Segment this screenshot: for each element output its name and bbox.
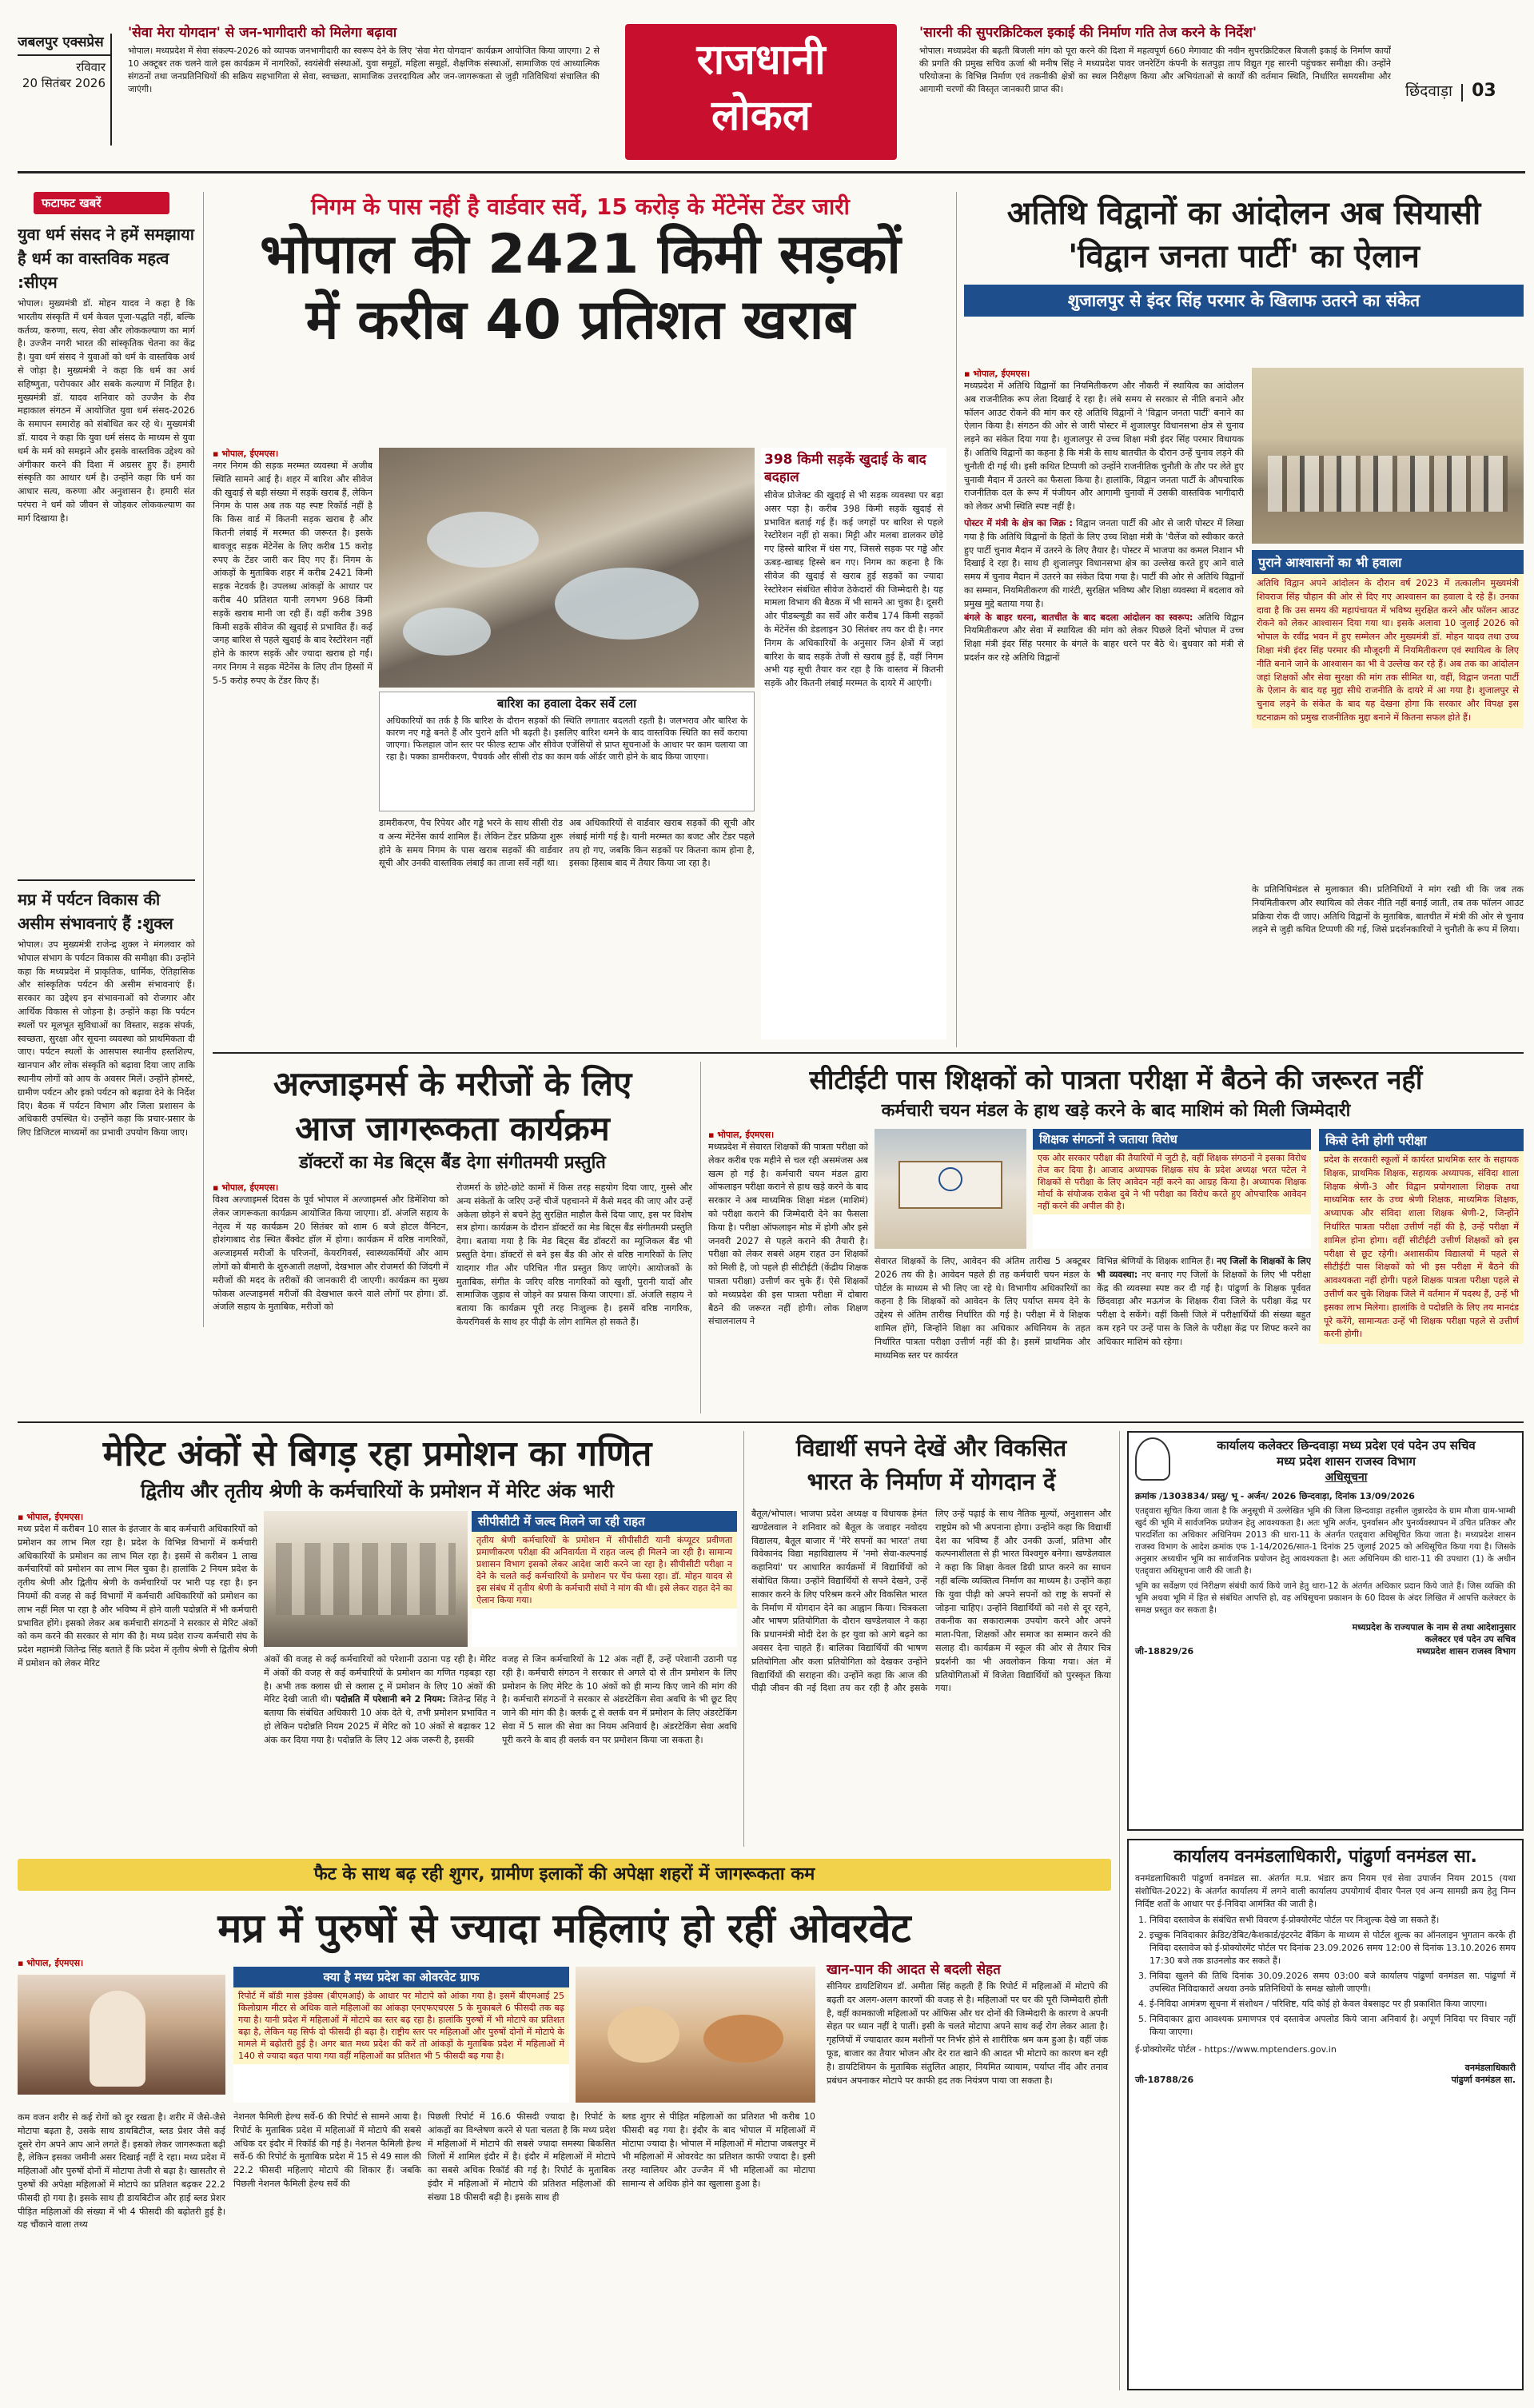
- ad2-sign2: पांढुर्णा वनमंडल सा.: [1451, 2075, 1516, 2085]
- alz-headline-2: आज जागरूकता कार्यक्रम: [295, 1109, 610, 1148]
- ctet-col1-text: मध्यप्रदेश में सेवारत शिक्षकों की पात्रता परीक्षा को लेकर करीब एक महीने से चल रही असमंजस अब खत्म हो गई है। कर्मचारी चयन मंडल द्वारा ऑफलाइन परीक्षा कराने से हाथ खड़े करने के बाद सरकार ने अब माध्यमिक शिक्षा मंडल (माशिमं) को परीक्षा कराने की जिम्मेदारी देने का फैसला किया है। परीक्षा ऑफलाइन मोड में होगी और इसे जनवरी 2027 से पहले कराने की तैयारी है। परीक्षा को लेकर सबसे अहम राहत उन शिक्षकों को मिली है, जो पहले ही सीटीईटी (केंद्रीय शिक्षक पात्रता परीक्षा) उत्तीर्ण कर चुके हैं। ऐसे शिक्षकों को मध्यप्रदेश की इस पात्रता परीक्षा में दोबारा बैठने की जरूरत नहीं होगी। लोक शिक्षण संचालनालय ने: [708, 1142, 868, 1327]
- guest-headline-1: अतिथि विद्वानों का आंदोलन अब सियासी: [1006, 195, 1481, 232]
- ad2-item: 2. इच्छुक निविदाकार क्रेडिट/डेबिट/कैशकार्ड/इंटरनेट बैंकिंग के माध्यम से पोर्टल शुल्क का ऑनलाइन भुगतान करके ही निविदा दस्तावेज को ई-प्रोक्योरमेंट पोर्टल पर दिनांक 23.09.2026 समय 12:00 से दिनांक 13.10.2026 समय 17:30 बजे तक डाउनलोड कर सकते हैं।: [1150, 1929, 1516, 1967]
- obesity-box-title: क्या है मध्य प्रदेश का ओवरवेट ग्राफ: [233, 1967, 569, 1987]
- obesity-col1-text: कम वजन शरीर से कई रोगों को दूर रखता है। शरीर में जैसे-जैसे मोटापा बढ़ता है, उसके साथ डायबिटीज, ब्लड प्रेशर जैसे कई दूसरे रोग अपने आप आने लगते हैं। इसको लेकर जागरूकता बढ़ी है, लेकिन इसका जमीनी असर दिखाई नहीं दे रहा। मध्य प्रदेश में महिलाओं और पुरुषों दोनों में मोटापा तेजी से बढ़ा है। खासतौर से पुरुषों की अपेक्षा महिलाओं में मोटापे का प्रतिशत बढ़कर 22.2 फीसदी हो गया है। इसके साथ ही डायबिटीज और हाई ब्लड प्रेशर पीड़ित महिलाओं की संख्या में भी 4 फीसदी की बढ़ोतरी हुई है। यह चौंकाने वाला तथ्य: [18, 2112, 225, 2231]
- page-number: 03: [1472, 81, 1496, 101]
- paper-name: जबलपुर एक्सप्रेस: [18, 34, 104, 50]
- ad1-type: अधिसूचना: [1325, 1471, 1368, 1484]
- obesity-box-text: रिपोर्ट में बॉडी मास इंडेक्स (बीएमआई) के आधार पर मोटापे को आंका गया है। इसमें बीएमआई 25 किलोग्राम मीटर से अधिक वाले महिलाओं का आंकड़ा एनएफएचएस 5 के मुकाबले 6 फीसदी तक बढ़ गया है। यानी प्रदेश में महिलाओं में मोटापे का स्तर बढ़ रहा है। हालांकि पुरुषों में भी मोटापे का प्रतिशत बढ़ा है, लेकिन यह सिर्फ दो फीसदी ही बढ़ा है। राष्ट्रीय स्तर पर महिलाओं और पुरुषों दोनों में मोटापे के मामले में बढ़ोतरी हुई है। अगर बात मध्य प्रदेश की करें तो आंकड़ों के मुताबिक प्रदेश में महिलाओं में 140 से ज्यादा बढ़त पाया गया वहीं महिलाओं का प्रतिशत भी 5 फीसदी बढ़ गया है।: [233, 1987, 569, 2064]
- section-title-line1: राजधानी: [696, 36, 826, 84]
- ctet-col2: [875, 1255, 1090, 1413]
- ctet-sub: नए जिलों के शिक्षकों के लिए भी व्यवस्था:: [1097, 1256, 1311, 1280]
- left-brief: [128, 24, 600, 144]
- roads-headline-1: भोपाल की 2421 किमी सड़कों: [260, 223, 901, 286]
- students-story: [751, 1431, 1111, 1847]
- right-brief: [919, 24, 1391, 144]
- right-brief-text: भोपाल। मध्यप्रदेश की बढ़ती बिजली मांग को पूरा करने की दिशा में महत्वपूर्ण 660 मेगावाट की नवीन सुपरक्रिटिकल बिजली इकाई के निर्माण कार्यों की प्रगति की प्रमुख सचिव ऊर्जा श्री मनीष सिंह ने मध्यप्रदेश पावर जनरेटिंग कंपनी के सतपुड़ा ताप विद्युत गृह सारनी पहुंचकर समीक्षा की। उन्होंने परियोजना के विभिन्न निर्माण एवं तकनीकी क्षेत्रों का स्थल निरीक्षण किया और अभियंताओं से कार्यों की वर्तमान स्थिति, निर्धारित समयसीमा और आगामी चरणों की विस्तृत जानकारी प्राप्त की।: [919, 46, 1391, 94]
- guest-box-title: पुराने आश्वासनों का भी हवाला: [1252, 550, 1524, 574]
- ctet-side-title: किसे देनी होगी परीक्षा: [1319, 1129, 1524, 1151]
- merit-col3-text: वजह से जिन कर्मचारियों के 12 अंक नहीं हैं, उन्हें परेशानी उठानी पड़ रही है। कर्मचारी संगठन ने सरकार से अगले दो से तीन प्रमोशन के लिए प्रमोशन के लिए मेरिट के 10 अंकों को ही मान्य किए जाने की मांग की है। कर्मचारी संगठनों ने सरकार से अंडरटेकिंग सेवा अवधि के भी छूट दिए जाने की मांग की है। क्लर्क टू से क्लर्क वन में प्रमोशन के लिए अंडरटेकिंग सेवा में 5 साल की सेवा का नियम अनिवार्य है। अंडरटेकिंग सेवा अवधि पूरी करने के बाद ही क्लर्क वन पर प्रमोशन किया जा सकता है।: [502, 1654, 737, 1745]
- merit-photo-text: तृतीय श्रेणी कर्मचारियों के प्रमोशन में सीपीसीटी यानी कंप्यूटर प्रवीणता प्रमाणीकरण परीक्षा की अनिवार्यता में राहत जल्द ही मिलने जा रही है। सामान्य प्रशासन विभाग इसको लेकर आदेश जारी करने जा रहा है। सीपीसीटी परीक्षा न देने के चलते कई कर्मचारियों के प्रमोशन पर पेंच फंसा रहा। डॉ. मोहन यादव से इस संबंध में तृतीय श्रेणी के कर्मचारी संघों ने मांग की थी। इसे लेकर राहत देने का ऐलान किया गया।: [472, 1532, 737, 1609]
- fat-strip: [18, 1859, 1111, 1891]
- guest-kicker: शुजालपुर से इंदर सिंह परमार के खिलाफ उतरने का संकेत: [964, 285, 1524, 317]
- ctet-col2-text: सेवारत शिक्षकों के लिए, आवेदन की अंतिम तारीख 5 अक्टूबर 2026 तय की है। आवेदन पहले ही तह कर्मचारी चयन मंडल के पोर्टल के माध्यम से भी लिए जा रहे थे। विभागीय अधिकारियों का कहना है कि शिक्षकों को आवेदन के लिए पर्याप्त समय देने के उद्देश्य से अंतिम तारीख निर्धारित की गई है। परीक्षा में वे शिक्षक शामिल होंगे, जिन्होंने शिक्षा का अधिकार अधिनियम के तहत निर्धारित पात्रता परीक्षा उत्तीर्ण नहीं की है। इसमें प्राथमिक और माध्यमिक स्तर पर कार्यरत: [875, 1256, 1090, 1361]
- ctet-col3-text: विभिन्न श्रेणियों के शिक्षक शामिल हैं।: [1097, 1256, 1214, 1266]
- ctet-notice-title: शिक्षक संगठनों ने जताया विरोध: [1033, 1129, 1311, 1150]
- section-title-line2: लोकल: [711, 92, 811, 140]
- rule-mid: [18, 1421, 1524, 1423]
- ad1-body: एतद्द्वारा सूचित किया जाता है कि अनुसूची में उल्लेखित भूमि की जिला छिन्दवाड़ा तहसील जुन्नारदेव के ग्राम मौजा ग्राम-भाम्बी खुर्द की भूमि में सार्वजनिक प्रयोजन हेतु आवश्यकता है। अतः भूमि अर्जन, पुनर्वासन और पुनर्व्यवस्थापन में उचित प्रतिकर और पारदर्शिता का अधिकार अधिनियम 2013 की धारा-11 के अंतर्गत एतद्द्वारा अधिसूचित किया जाता है। मध्यप्रदेश शासन राजस्व विभाग के आदेश क्रमांक एफ 1-14/2026/सात-1 दिनांक 25 जुलाई 2025 को अधिसूचित किया गया है। जिसके अनुसार अध्यधीन भूमि का सार्वजनिक प्रयोजन हेतु आवश्यकता है। अतः अधिनियम की धारा-11 की उपधारा (1) के अधीन एतद्द्वारा अधिसूचना जारी की जाती है।: [1135, 1506, 1516, 1576]
- issue-date: 20 सितंबर 2026: [22, 76, 106, 90]
- ctet-notice-box: [1033, 1129, 1311, 1249]
- ctet-side-text: प्रदेश के सरकारी स्कूलों में कार्यरत प्राथमिक स्तर के सहायक शिक्षक, प्राथमिक शिक्षक, सहायक अध्यापक, संविदा शाला शिक्षक श्रेणी-3 और विद्वान प्रयोगशाला शिक्षक तथा माध्यमिक स्तर के उच्च श्रेणी शिक्षक, माध्यमिक शिक्षक, अध्यापक और संविदा शाला शिक्षक श्रेणी-2, जिन्होंने निर्धारित पात्रता परीक्षा उत्तीर्ण नहीं की है, उन्हें परीक्षा में शामिल होना होगा। वहीं सीटीईटी उत्तीर्ण शिक्षकों को इस परीक्षा से छूट रहेगी। अशासकीय विद्यालयों में पहले से सीटीईटी पास शिक्षकों को भी इस परीक्षा में बैठने की आवश्यकता नहीं होगी। पहले शिक्षक पात्रता परीक्षा पहले से उत्तीर्ण कर चुके शिक्षक जिले में वर्तमान में पदस्थ हैं, उन्हें भी इसका लाभ मिलेगा। हालांकि वे पदोन्नति के लिए तय मानदंड पूरे करेंगे, सामान्यतः उन्हें भी शिक्षक परीक्षा पहले से उत्तीर्ण करनी होगी।: [1319, 1151, 1524, 1344]
- ad1-footer: मध्यप्रदेश के राज्यपाल के नाम से तथा आदेशानुसार: [1352, 1622, 1516, 1633]
- ctet-kicker: कर्मचारी चयन मंडल के हाथ खड़े करने के बाद माशिमं को मिली जिम्मेदारी: [881, 1101, 1351, 1121]
- ad2-items: [1135, 1914, 1516, 2039]
- obesity-col2: [233, 2111, 421, 2390]
- ad2-item: 5. निविदाकार द्वारा आवश्यक प्रमाणपत्र एवं दस्तावेज अपलोड किये जाना अनिवार्य है। अपूर्ण निविदा पर विचार नहीं किया जाएगा।: [1150, 2013, 1516, 2039]
- merit-col2-text: अंकों की वजह से कई कर्मचारियों को परेशानी उठाना पड़ रही है। मेरिट में अंकों की वजह से कई कर्मचारियों के प्रमोशन का गणित गड़बड़ा रहा है। अभी तक क्लास थ्री से क्लास टू में प्रमोशन के लिए 10 अंकों की मेरिट देखी जाती थी।: [264, 1654, 496, 1705]
- roads-kicker: निगम के पास नहीं है वार्डवार सर्वे, 15 करोड़ के मेंटेनेंस टेंडर जारी: [311, 193, 850, 220]
- students-headline-1: विद्यार्थी सपने देखें और विकसित: [795, 1434, 1067, 1461]
- ctet-photo: [875, 1129, 1026, 1249]
- obesity-col4: [622, 2111, 815, 2390]
- city-name: छिंदवाड़ा: [1405, 82, 1452, 100]
- masthead-rule: [18, 171, 1525, 173]
- guest-col2-text: के प्रतिनिधिमंडल से मुलाकात की। प्रतिनिधियों ने मांग रखी थी कि जब तक नियमितीकरण और स्थायित्व को लेकर नीति नहीं बनाई जाती, तब तक फॉलन आउट प्रक्रिया रोक दी जाए। अतिथि विद्वानों के मुताबिक, बातचीत में मंत्री की ओर से चुनाव लड़ने से जुड़ी कथित टिप्पणी की गई, जिसे प्रदर्शनकारियों ने चुनौती के रूप में लिया।: [1252, 884, 1524, 935]
- roads-side-box: [761, 448, 946, 1039]
- page-city-box: [1405, 80, 1525, 112]
- alz-headline-1: अल्जाइमर्स के मरीजों के लिए: [273, 1064, 632, 1103]
- students-headline-2: भारत के निर्माण में योगदान दें: [807, 1468, 1056, 1495]
- paper-brand-box: [18, 34, 112, 146]
- merit-col2: [264, 1653, 496, 1847]
- ad-forest: [1127, 1839, 1524, 2390]
- obesity-box2-title: खान-पान की आदत से बदली सेहत: [827, 1962, 1001, 1978]
- ad2-office: कार्यालय वनमंडलाधिकारी, पांढुर्णा वनमंडल सा.: [1173, 1847, 1477, 1867]
- roads-dateline: ▪ भोपाल, ईएमएस।: [213, 448, 373, 460]
- ctet-dateline: ▪ भोपाल, ईएमएस।: [708, 1129, 868, 1141]
- ctet-side-box: [1319, 1129, 1524, 1413]
- obesity-headline: मप्र में पुरुषों से ज्यादा महिलाएं हो रहीं ओवरवेट: [217, 1905, 911, 1952]
- roads-col3: [569, 817, 755, 1041]
- emblem-icon: [1135, 1437, 1170, 1481]
- col-divider-1: [203, 192, 204, 1327]
- roads-caption-box: [379, 692, 755, 811]
- ctet-col1: [708, 1129, 868, 1413]
- obesity-photo-2: [576, 1967, 815, 2103]
- ad1-gov: मध्य प्रदेश शासन राजस्व विभाग: [1277, 1454, 1416, 1469]
- students-text: बैतूल/भोपाल। भाजपा प्रदेश अध्यक्ष व विधायक हेमंत खण्डेलवाल ने शनिवार को बैतूल के जवाहर नवोदय विद्यालय, बैतूल बाजार में 'मेरे सपनों का भारत' तथा विवेकानंद विद्या महाविद्यालय में 'नमो सेवा-कल्पनाई कहानियां' पर आधारित कार्यक्रमों में विद्यार्थियों को संबोधित किया। उन्होंने विद्यार्थियों से सपने देखने, उन्हें साकार करने के लिए परिश्रम करने और विकसित भारत के निर्माण में योगदान देने का आह्वान किया। चित्रकला और भाषण प्रतियोगिता के दौरान खण्डेलवाल ने कहा कि प्रधानमंत्री मोदी देश के हर युवा को आगे बढ़ने का अवसर देना चाहते हैं। बालिका विद्यार्थियों की भाषण प्रतियोगिता और कला प्रतियोगिता को देखकर उन्होंने विद्यार्थियों की सराहना की। उन्होंने कहा कि आज की पीढ़ी जीवन की नई दिशा तय कर रही है और इसके लिए उन्हें पढ़ाई के साथ नैतिक मूल्यों, अनुशासन और राष्ट्रप्रेम को भी अपनाना होगा। उन्होंने कहा कि विद्यार्थी देश का भविष्य हैं और उनकी ऊर्जा, प्रतिभा और कल्पनाशीलता से ही भारत विश्वगुरु बनेगा। खण्डेलवाल ने कहा कि शिक्षा केवल डिग्री प्राप्त करने का साधन नहीं बल्कि व्यक्तित्व निर्माण का माध्यम है। उन्होंने कहा कि युवा पीढ़ी को अपने सपनों को राष्ट्र के सपनों से जोड़ना चाहिए। उन्होंने विद्यार्थियों को नशे से दूर रहने, तकनीक का सकारात्मक उपयोग करने और अपने माता-पिता, शिक्षकों और समाज का सम्मान करने की सलाह दी। कार्यक्रम में स्कूल की ओर से तैयार चित्र प्रदर्शनी का भी अवलोकन किया गया। अंत में प्रतियोगिताओं में विजेता विद्यार्थियों को पुरस्कृत किया गया।: [751, 1509, 1111, 1694]
- masthead: [0, 0, 1534, 164]
- merit-headline-2: द्वितीय और तृतीय श्रेणी के कर्मचारियों के प्रमोशन में मेरिट अंक भारी: [140, 1480, 615, 1502]
- ctet-notice-text: एक ओर सरकार परीक्षा की तैयारियों में जुटी है, वहीं शिक्षक संगठनों ने इसका विरोध तेज कर दिया है। आजाद अध्यापक शिक्षक संघ के प्रदेश अध्यक्ष भरत पटेल ने शिक्षकों से परीक्षा के लिए आवेदन नहीं करने का आग्रह किया है। अध्यापक शिक्षक मोर्चा के संयोजक राकेश दुबे ने भी परीक्षा का विरोध करते हुए ओपचारिक आवेदन नहीं करने की अपील की है।: [1033, 1150, 1311, 1214]
- section-box: [625, 24, 897, 160]
- merit-col3: [502, 1653, 737, 1847]
- roads-col2-text: डामरीकरण, पैच रिपेयर और गड्ढे भरने के साथ सीसी रोड व अन्य मेंटेनेंस कार्य शामिल हैं। लेकिन टेंडर प्रक्रिया शुरू होने के समय निगम के पास खराब सड़कों की वार्डवार सूची और उनकी वास्तविक लंबाई का ताजा सर्वे नहीं था।: [379, 818, 563, 869]
- roads-side-title: 398 किमी सड़कें खुदाई के बाद बदहाल: [764, 452, 926, 485]
- obesity-box: [233, 1967, 569, 2103]
- guest-box: [1252, 550, 1524, 870]
- roads-col1: [213, 448, 373, 1039]
- ad1-sign2: मध्यप्रदेश शासन राजस्व विभाग: [1416, 1646, 1516, 1656]
- merit-dateline: ▪ भोपाल, ईएमएस।: [18, 1511, 257, 1523]
- ad2-item: 3. निविदा खुलने की तिथि दिनांक 30.09.2026 समय 03:00 बजे कार्यालय पांढुर्णा वनमंडल सा. पांढुर्णा में उपस्थित निविदाकारों अथवा उनके प्रतिनिधियों के समक्ष खोली जाएगी।: [1150, 1970, 1516, 1995]
- guest-col1b-text: विद्वान जनता पार्टी की ओर से जारी पोस्टर में लिखा गया है कि अतिथि विद्वानों के हितों के लिए उच्च शिक्षा मंत्री के 'चैलेंज को स्वीकार करते हुए पार्टी चुनाव मैदान में उतरने के लिए तैयार है। पोस्टर में भाजपा का कमल निशान भी दिखाई दे रहा है। साथ ही शुजालपुर विधानसभा क्षेत्र का उल्लेख करते हुए आने वाले समय में चुनाव मैदान में उतरने का संकेत दिया गया है। पार्टी की ओर से अतिथि विद्वानों का सम्मान, नियमितीकरण की गारंटी, सुरक्षित भविष्य और शिक्षा व्यवस्था में बदलाव को प्रमुख मुद्दे बताया गया है।: [964, 517, 1244, 609]
- ad1-office: कार्यालय कलेक्टर छिन्दवाड़ा मध्य प्रदेश एवं पदेन उप सचिव: [1217, 1438, 1476, 1453]
- ad-collector: [1127, 1431, 1524, 1831]
- ad2-item: 4. ई-निविदा आमंत्रण सूचना में संशोधन / परिशिष्ट, यदि कोई हो केवल वेबसाइट पर ही प्रकाशित किया जाएगा।: [1150, 1998, 1516, 2011]
- obesity-box2-text: सीनियर डायटिशियन डॉ. अमीता सिंह कहती हैं कि रिपोर्ट में महिलाओं में मोटापे की बढ़ती दर अलग-अलग कारणों की वजह से है। महिलाओं पर घर की पूरी जिम्मेदारी होती है, वहीं कामकाजी महिलाओं पर ऑफिस और घर दोनों की जिम्मेदारी के कारण वे अपनी सेहत पर ध्यान नहीं दे पातीं। इसी के चलते मोटापा अपने साथ कई रोग लेकर आता है। गृहणियों में ज्यादातर काम मशीनों पर निर्भर होने से शारीरिक श्रम कम हुआ है। वहीं जंक फूड, बाजार का तैयार भोजन और देर रात खाने की आदत भी मोटापे का कारण बन रही है। डायटिशियन के मुताबिक संतुलित आहार, नियमित व्यायाम, पर्याप्त नींद और तनाव प्रबंधन अपनाकर मोटापे पर काफी हद तक नियंत्रण पाया जा सकता है।: [827, 1981, 1108, 2086]
- fatafat-item1-text: भोपाल। मुख्यमंत्री डॉ. मोहन यादव ने कहा है कि भारतीय संस्कृति में धर्म केवल पूजा-पद्धति नहीं, बल्कि कर्तव्य, करुणा, सत्य, सेवा और लोककल्याण का मार्ग है। उज्जैन नगरी भारत की सांस्कृतिक चेतना का केंद्र है। युवा धर्म संसद ने युवाओं को धर्म के वास्तविक अर्थ से जोड़ा है। मुख्यमंत्री ने कहा कि धर्म का अर्थ सहिष्णुता, परोपकार और सबके कल्याण में निहित है। मुख्यमंत्री डॉ. यादव शनिवार को उज्जैन के शैव महाकाल संगठन में आयोजित युवा धर्म संसद-2026 के समापन समारोह को संबोधित कर रहे थे। मुख्यमंत्री डॉ. यादव ने कहा कि युवा धर्म संसद के माध्यम से युवा धर्म के मर्म को समझने और इसके वास्तविक उद्देश्य को अंगीकार करने की दिशा में अग्रसर हुए हैं। हमारी संस्कृति का आधार धर्म है। उन्होंने कहा कि धर्म का आधार सत्य, करुणा और अनुशासन है। हमारी संत परंपरा ने धर्म को जीवन से जोड़कर लोककल्याण का मार्ग दिखाया है।: [18, 298, 195, 524]
- right-brief-title: 'सारनी की सुपरक्रिटिकल इकाई की निर्माण गति तेज करने के निर्देश': [919, 25, 1257, 41]
- guest-col1c-text: अतिथि विद्वान नियमितीकरण और सेवा में स्थायित्व की मांग को लेकर पिछले दिनों भोपाल में उच्च शिक्षा मंत्री इंदर सिंह परमार के बंगले के बाहर धरने पर बैठे थे। बुधवार को मंत्री से प्रदर्शन कर रहे अतिथि विद्वानों: [964, 612, 1244, 663]
- fatafat-item2-text: भोपाल। उप मुख्यमंत्री राजेन्द्र शुक्ल ने मंगलवार को भोपाल संभाग के पर्यटन विकास की समीक्षा की। उन्होंने कहा कि मध्यप्रदेश में प्राकृतिक, धार्मिक, ऐतिहासिक और सांस्कृतिक पर्यटन की असीम संभावनाएं हैं। सरकार का उद्देश्य इन संभावनाओं को रोजगार और आर्थिक विकास से जोड़ना है। उन्होंने कहा कि पर्यटन स्थलों पर मूलभूत सुविधाओं का विस्तार, सड़क संपर्क, स्वच्छता, सुरक्षा और सूचना व्यवस्था को प्राथमिकता दी जाए। पर्यटन स्थलों के आसपास स्थानीय हस्तशिल्प, खानपान और लोक संस्कृति को बढ़ावा दिया जाए ताकि स्थानीय लोगों को आय के अवसर मिलें। उन्होंने होमस्टे, ग्रामीण पर्यटन और इको पर्यटन को बढ़ावा देने के निर्देश दिए। बैठक में पर्यटन विभाग और जिला प्रशासन के अधिकारी उपस्थित थे। उन्होंने कहा कि प्रचार-प्रसार के लिए डिजिटल माध्यमों का प्रभावी उपयोग किया जाए।: [18, 939, 195, 1138]
- obesity-col2-text: नेशनल फैमिली हेल्थ सर्वे-6 की रिपोर्ट से सामने आया है। रिपोर्ट के मुताबिक प्रदेश में महिलाओं में मोटापे की सबसे अधिक दर इंदौर में रिकॉर्ड की गई है। नेशनल फैमिली हेल्थ सर्वे-6 की रिपोर्ट के मुताबिक प्रदेश में 15 से 49 साल की 22.2 फीसदी महिलाएं मोटापे की शिकार हैं। जबकि पिछली नेशनल फैमिली हेल्थ सर्वे की: [233, 2111, 421, 2189]
- merit-photo-caption: सीपीसीटी में जल्द मिलने जा रही राहत: [472, 1511, 737, 1532]
- roads-photo: [379, 448, 755, 688]
- left-brief-text: भोपाल। मध्यप्रदेश में सेवा संकल्प-2026 को व्यापक जनभागीदारी का स्वरूप देने के लिए 'सेवा मेरा योगदान' कार्यक्रम आयोजित किया जाएगा। 2 से 10 अक्टूबर तक चलने वाले इस कार्यक्रम में नागरिकों, स्वयंसेवी संस्थाओं, युवा समूहों, महिला समूहों, शैक्षणिक संस्थाओं, सामाजिक एवं आध्यात्मिक संगठनों तथा जनप्रतिनिधियों की सक्रिय सहभागिता से सेवा, स्वच्छता, सामाजिक उत्तरदायित्व और जन-जागरूकता से जुड़ी गतिविधियां संचालित की जाएंगी।: [128, 46, 600, 94]
- roads-col1-text: नगर निगम की सड़क मरम्मत व्यवस्था में अजीब स्थिति सामने आई है। शहर में बारिश और सीवेज की खुदाई से बड़ी संख्या में सड़कें खराब हैं, लेकिन निगम के पास अब तक यह स्पष्ट रिकॉर्ड नहीं है कि किस वार्ड में कितनी सड़क खराब है और कितनी लंबाई में मरम्मत की जरूरत है। इसके बावजूद सड़क मेंटेनेंस के लिए करीब 15 करोड़ रुपए के टेंडर जारी कर दिए गए हैं। निगम के आंकड़ों के मुताबिक शहर में करीब 2421 किमी सड़क नेटवर्क है। उपलब्ध आंकड़ों के आधार पर करीब 40 प्रतिशत यानी लगभग 968 किमी सड़कें खराब मानी जा रही हैं। वहीं करीब 398 किमी सड़कें सीवेज की खुदाई से प्रभावित हैं। कई जगह बारिश से पहले खुदाई के बाद रेस्टोरेशन नहीं होने के कारण सड़कें और ज्यादा खराब हो गईं। नगर निगम ने सड़क मेंटेनेंस के लिए तीन हिस्सों में 5-5 करोड़ रुपए के टेंडर किए हैं।: [213, 460, 373, 686]
- obesity-col1: [18, 1957, 225, 2389]
- roads-side-text: सीवेज प्रोजेक्ट की खुदाई से भी सड़क व्यवस्था पर बड़ा असर पड़ा है। करीब 398 किमी सड़कें खुदाई से प्रभावित बताई गई हैं। कई जगहों पर बारिश से पहले रेस्टोरेशन नहीं हो सका। मिट्टी और मलबा डालकर छोड़े गए हिस्से बारिश में धंस गए, जिससे सड़क पर गड्ढे और ऊबड़-खाबड़ हिस्से बन गए। निगम का कहना है कि सीवेज की खुदाई से खराब हुई सड़कों का ज्यादा रेस्टोरेशन संबंधित सीवेज ठेकेदारों की जिम्मेदारी है। यह मामला विभाग की बैठक में भी सामने आ चुका है। दूसरी ओर पीडब्ल्यूडी का सर्वे और करीब 174 किमी सड़कों के मेंटेनेंस की डेडलाइन 30 सितंबर तय कर दी है। नगर निगम के अधिकारियों के अनुसार जिन क्षेत्रों में जहां बारिश के बाद सड़कें तेजी से खराब हुई हैं, वहीं निगम अभी यह सूची तैयार कर रहा है कि वास्तव में कितनी सड़कें और कितनी लंबाई मरम्मत के दायरे में आएंगी।: [764, 490, 943, 689]
- guest-headline-2: 'विद्वान जनता पार्टी' का ऐलान: [1068, 238, 1420, 275]
- fat-strip-text: फैट के साथ बढ़ रही शुगर, ग्रामीण इलाकों की अपेक्षा शहरों में जागरूकता कम: [313, 1864, 815, 1884]
- roads-headline-2: में करीब 40 प्रतिशत खराब: [305, 289, 855, 352]
- fatafat-column: [18, 192, 195, 1327]
- alz-story: [213, 1062, 692, 1413]
- col-divider-2: [956, 192, 957, 1047]
- alz-dateline: ▪ भोपाल, ईएमएस।: [213, 1182, 448, 1194]
- roads-caption-text: अधिकारियों का तर्क है कि बारिश के दौरान सड़कों की स्थिति लगातार बदलती रहती है। जलभराव और बारिश के कारण नए गड्ढे बनते हैं और पुराने क्षति भी बढ़ती है। इसलिए बारिश थमने के बाद वास्तविक स्थिति का सर्वे कराया जाएगा। फिलहाल जोन स्तर पर फील्ड स्टाफ और सीवेज एजेंसियों से प्राप्त सूचनाओं के आधार पर काम चलाया जा रहा है। पक्का डामरीकरण, पैचवर्क और सीसी रोड का काम वर्क ऑर्डर जारी होने के बाद किया जाएगा।: [386, 716, 747, 762]
- obesity-col3: [428, 2111, 616, 2390]
- fatafat-item1-title: युवा धर्म संसद ने हमें समझाया है धर्म का वास्तविक महत्व :सीएम: [18, 225, 194, 292]
- left-brief-title: 'सेवा मेरा योगदान' से जन-भागीदारी को मिलेगा बढ़ावा: [128, 25, 397, 41]
- merit-col1-text: मध्य प्रदेश में करीबन 10 साल के इंतजार के बाद कर्मचारी अधिकारियों को प्रमोशन का लाभ मिल रहा है। प्रदेश के विभिन्न विभागों में कर्मचारी अधिकारियों के प्रमोशन का लाभ मिल रहा है। इसमें से करीबन 1 लाख कर्मचारियों को प्रमोशन का लाभ मिल चुका है। हालांकि 2 नियम प्रदेश के तृतीय श्रेणी और द्वितीय श्रेणी के कर्मचारियों पर भारी पड़ रहा है। इन नियमों की वजह से कई विभागों में कर्मचारी अधिकारियों को प्रमोशन का लाभ नहीं मिल पा रहा है और भविष्य में होने वाली पदोन्नति में भी कर्मचारी प्रभावित होंगे। इसको लेकर अब कर्मचारी संगठनों ने सरकार से मेरिट अंकों को कम करने की सरकार से मांग की है। मध्य प्रदेश राज्य कर्मचारी संघ के प्रदेश महामंत्री जितेन्द्र सिंह बताते हैं कि प्रदेश में तृतीय श्रेणी से द्वितीय श्रेणी में प्रमोशन को लेकर मेरिट: [18, 1524, 257, 1668]
- guest-box-text: अतिथि विद्वान अपने आंदोलन के दौरान वर्ष 2023 में तत्कालीन मुख्यमंत्री शिवराज सिंह चौहान की ओर से दिए गए आश्वासन का हवाला दे रहे हैं। उनका दावा है कि उस समय की महापंचायत में भविष्य सुरक्षित करने और फॉलन आउट रोकने को लेकर आश्वासन दिया गया था। इसके अलावा 10 जुलाई 2026 को भोपाल के रवींद्र भवन में हुए सम्मेलन और मुख्यमंत्री डॉ. मोहन यादव तथा उच्च शिक्षा मंत्री इंदर सिंह परमार की मौजूदगी में नियमितीकरण एवं स्थायित्व के लिए नीति बनाने जाने के आश्वासन का भी वे उल्लेख कर रहे हैं। अब तक का आंदोलन जहां शिक्षकों और सेवा सुरक्षा की मांग तक सीमित था, वहीं, विद्वान जनता पार्टी के ऐलान के बाद यह मुद्दा सीधे राजनीति के दायरे में आ गया है। शुजालपुर से चुनाव लड़ने के संकेत के बाद यह देखना होगा कि सरकार और विपक्ष इस घटनाक्रम को प्रमुख राजनीतिक मुद्दा बनाने में कितना सफल होते हैं।: [1252, 574, 1524, 728]
- merit-col1: [18, 1511, 257, 1847]
- ctet-col3b-text: नए बनाए गए जिलों के शिक्षकों के लिए भी परीक्षा केंद्र की व्यवस्था स्पष्ट कर दी गई है। पांढुर्णा के शिक्षक पूर्ववत छिंदवाड़ा और मऊगंज के शिक्षक रीवा जिले के परीक्षा केंद्र पर परीक्षा दे सकेंगे। वहीं किसी जिले में परीक्षार्थियों की संख्या बहुत कम रहने पर उन्हें पास के जिले के परीक्षा केंद्र पर शिफ्ट करने का अधिकार माशिमं को रहेगा।: [1097, 1269, 1311, 1347]
- ad2-intro: वनमंडलाधिकारी पांढुर्णा वनमंडल सा. अंतर्गत म.प्र. भंडार क्रय नियम एवं सेवा उपार्जन नियम 2015 (यथा संशोधित-2022) के अंतर्गत कार्यालय में लगने वाली कार्यालय उपयोगार्थ दीवार पैनल एवं अन्य सामग्री क्रय हेतु निम्न निर्दिष्ट शर्तों के आधार पर ई-निविदा आमंत्रित की जाती है।: [1135, 1873, 1516, 1909]
- col-divider-3: [700, 1062, 701, 1413]
- obesity-col4-text: ब्लड शुगर से पीड़ित महिलाओं का प्रतिशत भी करीब 10 फीसदी बढ़ गया है। इंदौर के बाद भोपाल में महिलाओं में मोटापा ज्यादा है। भोपाल में महिलाओं में मोटापा जबलपुर में भी महिलाओं में ओवरवेट का प्रतिशत काफी ज्यादा है। इसी तरह ग्वालियर और उज्जैन में भी महिलाओं का मोटापा सामान्य से अधिक होने का खुलासा हुआ है।: [622, 2111, 815, 2189]
- guest-dateline: ▪ भोपाल, ईएमएस।: [964, 368, 1244, 380]
- ad1-ref: क्रमांक /1303834/ प्रस्तु/ भू - अर्जन/ 2026 छिन्दवाड़ा, दिनांक 13/09/2026: [1135, 1491, 1415, 1501]
- guest-sub2: बंगले के बाहर धरना, बातचीत के बाद बदला आंदोलन का स्वरूप:: [964, 612, 1193, 623]
- fatafat-item2-title: मप्र में पर्यटन विकास की असीम संभावनाएं हैं :शुक्ल: [18, 890, 173, 933]
- guest-photo: [1252, 368, 1524, 544]
- merit-col2b-text: जितेन्द्र सिंह ने बताया कि संबंधित अधिकारी 10 अंक देते थे, तभी प्रमोशन प्रभावित न हो लेकिन पदोन्नति नियम 2025 में मेरिट को 10 अंकों से बढ़ाकर 12 अंक कर दिया गया है। पदोन्नति के लिए 12 अंक जरूरी है, इसकी: [264, 1694, 496, 1745]
- guest-sub1: पोस्टर में मंत्री के क्षेत्र का जिक्र :: [964, 517, 1073, 528]
- ad1-body2: भूमि का सर्वेक्षण एवं निरीक्षण संबंधी कार्य किये जाने हेतु धारा-12 के अंतर्गत अधिकार प्रदान किये जाते हैं। जिस व्यक्ति की भूमि अथवा भूमि में हित से संबंधित आपत्ति हो, वह अधिसूचना प्रकाशन के 60 दिवस के अंदर लिखित में आपत्ति कलेक्टर के समक्ष प्रस्तुत कर सकता है।: [1135, 1581, 1516, 1615]
- merit-photo: [264, 1511, 468, 1647]
- ad2-item: 1. निविदा दस्तावेज के संबंधित सभी विवरण ई-प्रोक्योरमेंट पोर्टल पर निःशुल्क देखे जा सकते हैं।: [1150, 1914, 1516, 1927]
- roads-caption-title: बारिश का हवाला देकर सर्वे टला: [496, 696, 637, 711]
- col-divider-4: [743, 1431, 744, 1847]
- issue-day: रविवार: [76, 60, 106, 74]
- merit-photo-box: [472, 1511, 737, 1647]
- ad1-sign: कलेक्टर एवं पदेन उप सचिव: [1424, 1634, 1516, 1645]
- guest-col1: [964, 368, 1244, 1039]
- guest-col1-text: मध्यप्रदेश में अतिथि विद्वानों का नियमितीकरण और नौकरी में स्थायित्व का आंदोलन अब राजनीतिक रूप लेता दिखाई दे रहा है। लंबे समय से सरकार से नीति बनाने और फॉलन आउट रोकने की मांग कर रहे अतिथि विद्वानों ने 'विद्वान जनता पार्टी' बनाने का ऐलान किया है। संगठन की ओर से जारी पोस्टर में शुजालपुर विधानसभा क्षेत्र से चुनाव लड़ने का संकेत दिया गया है। शुजालपुर से उच्च शिक्षा मंत्री इंदर सिंह परमार विधायक हैं। अतिथि विद्वानों का कहना है कि मंत्री के साथ बातचीत के दौरान उन्हें चुनाव लड़ने की चुनौती दी गई थी। इसी कथित टिप्पणी को उन्होंने राजनीतिक चुनौती के तौर पर लेते हुए चुनावी मैदान में उतरने का फैसला किया है। हालांकि, विद्वान जनता पार्टी के औपचारिक राजनीतिक दल के रूप में पंजीयन और आगामी चुनावों में उसकी वास्तविक भागीदारी को लेकर अभी स्थिति स्पष्ट नहीं है।: [964, 381, 1244, 512]
- col-divider-5: [1119, 1431, 1120, 2390]
- alz-col1-text: विश्व अल्जाइमर्स दिवस के पूर्व भोपाल में अल्जाइमर्स और डिमेंशिया को लेकर जागरूकता कार्यक्रम आयोजित किया जाएगा। डॉ. अंजलि सहाय के नेतृत्व में यह कार्यक्रम 20 सितंबर को शाम 6 बजे होटल वैनिटन, होशंगाबाद रोड स्थित बैंक्वेट हॉल में होगा। कार्यक्रम में वरिष्ठ नागरिकों, अल्जाइमर्स मरीजों के परिजनों, केयरगिवर्स, स्वास्थ्यकर्मियों और आम लोगों को बीमारी के शुरुआती लक्षणों, देखभाल और रोजमर्रा की जिंदगी में मरीजों की मदद के तरीकों की जानकारी दी जाएगी। कार्यक्रम का मुख्य फोकस अल्जाइमर्स मरीजों की देखभाल करने वाले लोगों पर होगा। डॉ. अंजलि सहाय के मुताबिक, मरीजों को: [213, 1194, 448, 1313]
- merit-headline-1: मेरिट अंकों से बिगड़ रहा प्रमोशन का गणित: [102, 1433, 652, 1474]
- merit-sub: पदोन्नति में परेशानी बने 2 नियम:: [335, 1694, 446, 1705]
- rule-under-top: [213, 1052, 1524, 1054]
- ad2-code: जी-18788/26: [1135, 2075, 1194, 2085]
- obesity-box2: [823, 1957, 1111, 2389]
- roads-col3-text: अब अधिकारियों से वार्डवार खराब सड़कों की सूची और लंबाई मांगी गई है। यानी मरम्मत का बजट और टेंडर पहले तय हो गए, जबकि किन सड़कों पर कितना काम होना है, इसका हिसाब बाद में तैयार किया जा रहा है।: [569, 818, 755, 869]
- ad2-site: ई-प्रोक्योरमेंट पोर्टल - https://www.mptenders.gov.in: [1135, 2044, 1337, 2055]
- ad2-sign: वनमंडलाधिकारी: [1464, 2063, 1516, 2073]
- alz-sub: डॉक्टरों का मेड बिट्स बैंड देगा संगीतमयी प्रस्तुति: [299, 1153, 606, 1173]
- alz-col2-text: रोजमर्रा के छोटे-छोटे कामों में किस तरह सहयोग दिया जाए, गुस्से और अन्य संकेतों के जरिए उन्हें चीजें पहचानने में कैसे मदद की जाए और उन्हें अकेला छोड़ने से बचने हेतु सुरक्षित माहौल कैसे दिया जाए, इस पर विशेष सत्र होगा। कार्यक्रम के दौरान डॉक्टरों का मेड बिट्स बैंड संगीतमयी प्रस्तुति देगा। बताया गया है कि मेड बिट्स बैंड डॉक्टरों का म्यूजिकल बैंड भी प्रस्तुति देगा। डॉक्टरों से बने इस बैंड की ओर से वरिष्ठ नागरिकों के लिए यादगार गीत और परिचित गीत प्रस्तुत किए जाएंगे। आयोजकों के मुताबिक, संगीत के जरिए वरिष्ठ नागरिकों को खुशी, पुरानी यादों और सामाजिक जुड़ाव से जोड़ने का प्रयास किया जाएगा। डॉ. अंजलि सहाय ने बताया कि कार्यक्रम पूरी तरह निःशुल्क है। इसमें वरिष्ठ नागरिक, केयरगिवर्स के साथ हर पीढ़ी के लोग शामिल हो सकते हैं।: [456, 1182, 692, 1327]
- fatafat-label: फटाफट खबरें: [34, 192, 169, 214]
- obesity-col3-text: पिछली रिपोर्ट में 16.6 फीसदी ज्यादा है। रिपोर्ट के आंकड़ों का विश्लेषण करने से पता चलता है कि मध्य प्रदेश में महिलाओं में मोटापे की सबसे ज्यादा समस्या बिकसित जिलों में शामिल इंदौर में है। इंदौर में महिलाओं में मोटापे का सबसे अधिक रिकॉर्ड की गई है। रिपोर्ट के मुताबिक इंदौर में महिलाओं में मोटापे की प्रतिशत महिलाओं की संख्या 18 फीसदी बढ़ी है। इसके साथ ही: [428, 2111, 616, 2203]
- ad1-code: जी-18829/26: [1135, 1646, 1194, 1656]
- ctet-headline: सीटीईटी पास शिक्षकों को पात्रता परीक्षा में बैठने की जरूरत नहीं: [809, 1064, 1423, 1095]
- guest-col2: [1252, 883, 1524, 1043]
- ctet-col3: [1097, 1255, 1311, 1413]
- obesity-dateline: ▪ भोपाल, ईएमएस।: [18, 1957, 225, 1969]
- roads-col2: [379, 817, 563, 1041]
